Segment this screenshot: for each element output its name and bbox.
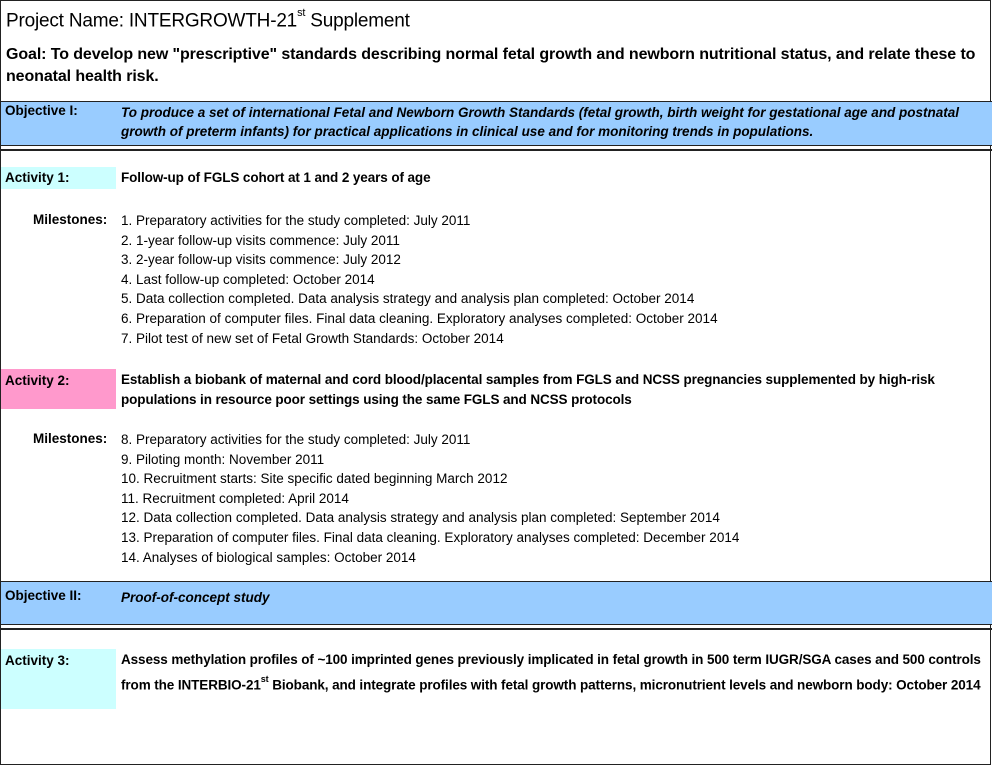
milestone-item: 5. Data collection completed. Data analysis strategy and analysis plan completed: October 2014	[121, 291, 695, 307]
milestone-item: 6. Preparation of computer files. Final data cleaning. Exploratory analyses completed: October 2014	[121, 310, 718, 326]
activity-2-milestones-list	[121, 430, 739, 567]
project-title: Project Name: INTERGROWTH-21st Supplement	[6, 7, 410, 32]
milestone-item: 9. Piloting month: November 2011	[121, 451, 325, 467]
milestone-item: 8. Preparatory activities for the study completed: July 2011	[121, 432, 471, 447]
objective-2-label: Objective II:	[5, 588, 82, 603]
activity-3-label: Activity 3:	[1, 649, 116, 709]
activity-2-text: Establish a biobank of maternal and cord blood/placental samples from FGLS and NCSS pregnancies supplemented by high-risk populations in resource poor settings using the same FGLS and NCSS protocols	[121, 372, 935, 407]
activity-2-label: Activity 2:	[1, 369, 116, 409]
milestone-item: 1. Preparatory activities for the study completed: July 2011	[121, 213, 471, 228]
objective-2-band	[1, 581, 992, 625]
milestone-item: 3. 2-year follow-up visits commence: July 2012	[121, 252, 401, 268]
milestone-item: 4. Last follow-up completed: October 2014	[121, 271, 375, 287]
milestone-item: 14. Analyses of biological samples: October 2014	[121, 549, 416, 565]
activity-1-text: Follow-up of FGLS cohort at 1 and 2 years of age	[121, 170, 431, 185]
separator-line	[1, 628, 992, 630]
milestone-item: 10. Recruitment starts: Site specific dated beginning March 2012	[121, 471, 508, 487]
milestone-item: 12. Data collection completed. Data analysis strategy and analysis plan completed: September 2014	[121, 510, 720, 526]
milestone-item: 2. 1-year follow-up visits commence: July 2011	[121, 232, 400, 248]
activity-1-milestones-list	[121, 211, 718, 348]
objective-1-band	[1, 101, 992, 146]
activity-1-label: Activity 1:	[1, 167, 116, 189]
activity-2-milestones-label: Milestones:	[33, 431, 108, 446]
milestone-item: 7. Pilot test of new set of Fetal Growth Standards: October 2014	[121, 330, 504, 346]
activity-1-milestones-label: Milestones:	[33, 212, 108, 227]
separator-line	[1, 149, 992, 151]
objective-1-label: Objective I:	[5, 103, 78, 118]
objective-2-text: Proof-of-concept study	[121, 590, 270, 605]
activity-3-text: Assess methylation profiles of ~100 imprinted genes previously implicated in fetal growth in 500 term IUGR/SGA cases and 500 controls from the INTERBIO-21st Biobank, and integrate profiles with fetal growth patterns, micronutrient levels and newborn body: October 2014	[121, 652, 981, 692]
milestone-item: 11. Recruitment completed: April 2014	[121, 490, 349, 506]
project-goal: Goal: To develop new "prescriptive" standards describing normal fetal growth and newborn nutritional status, and relate these to neonatal health risk.	[6, 46, 976, 85]
milestone-item: 13. Preparation of computer files. Final data cleaning. Exploratory analyses completed: December 2014	[121, 529, 740, 545]
objective-1-text: To produce a set of international Fetal and Newborn Growth Standards (fetal growth, birth weight for gestational age and postnatal growth of preterm infants) for practical applications in clinical use and for monitoring trends in populations.	[121, 105, 960, 139]
